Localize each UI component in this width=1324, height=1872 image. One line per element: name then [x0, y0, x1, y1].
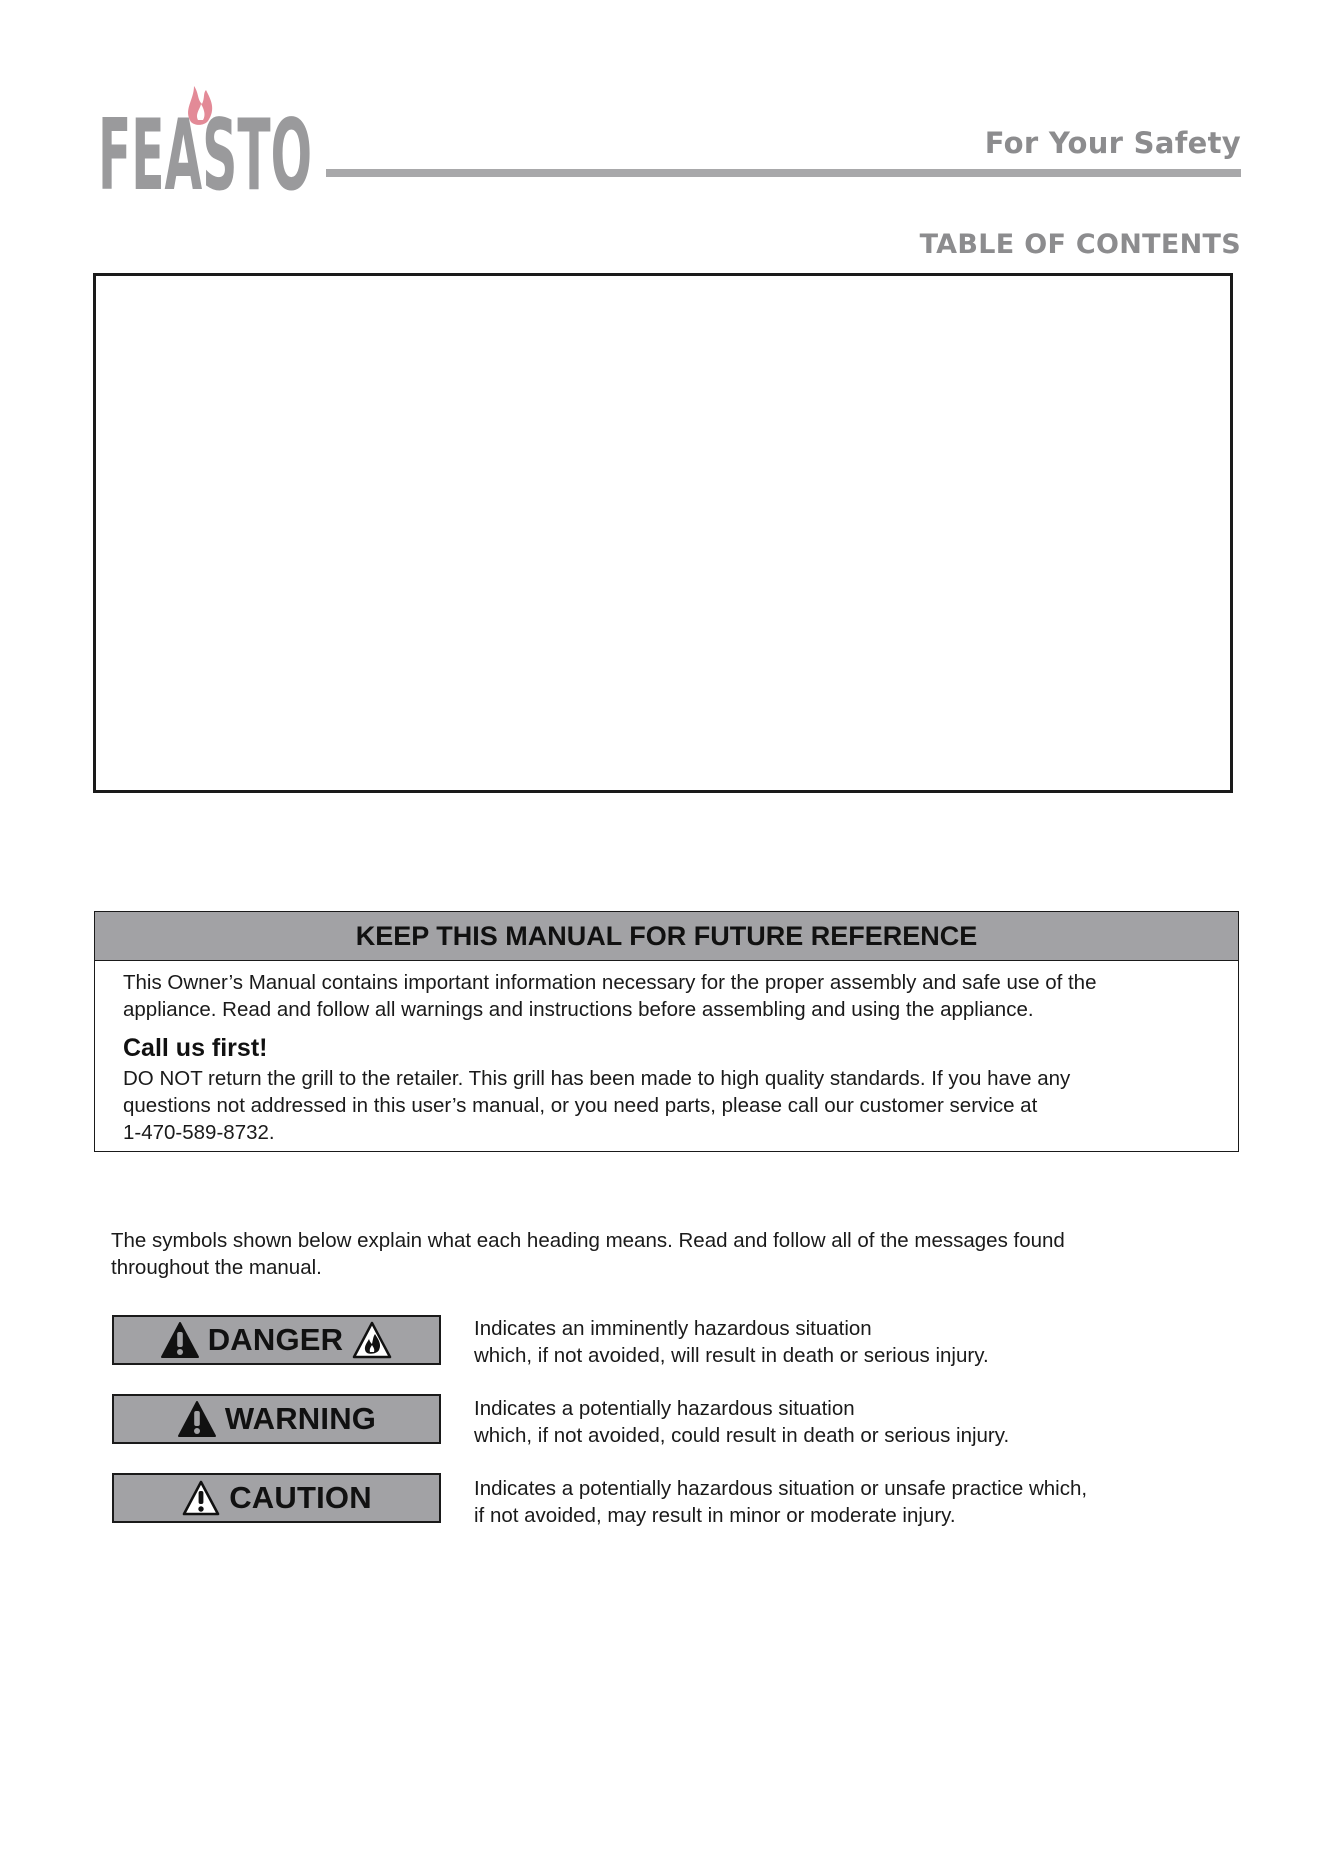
feasto-logo-graphic [98, 76, 318, 213]
exclamation-triangle-outline-icon [181, 1479, 221, 1517]
call-line: DO NOT return the grill to the retailer. This grill has been made to high quality standards. If you have any [123, 1067, 1071, 1090]
danger-desc-line: Indicates an imminently hazardous situation [474, 1317, 872, 1340]
keep-manual-heading: KEEP THIS MANUAL FOR FUTURE REFERENCE [95, 912, 1238, 961]
intro-line: This Owner’s Manual contains important information necessary for the proper assembly and safe use of the [123, 971, 1097, 994]
warning-label: WARNING [224, 1401, 377, 1436]
symbols-intro-line: throughout the manual. [111, 1256, 322, 1279]
danger-description [474, 1315, 989, 1369]
keep-manual-box [94, 911, 1239, 1152]
caution-desc-line: if not avoided, may result in minor or moderate injury. [474, 1504, 956, 1527]
toc-title: TABLE OF CONTENTS [919, 229, 1241, 260]
intro-line: appliance. Read and follow all warnings and instructions before assembling and using the appliance. [123, 998, 1034, 1021]
call-line: questions not addressed in this user’s manual, or you need parts, please call our customer service at [123, 1094, 1038, 1117]
caution-label: CAUTION [229, 1480, 372, 1515]
svg-text:FEASTO: FEASTO [98, 99, 312, 213]
fire-triangle-icon [351, 1320, 393, 1360]
danger-sign [112, 1315, 441, 1365]
warning-desc-line: Indicates a potentially hazardous situation [474, 1397, 855, 1420]
warning-sign [112, 1394, 441, 1444]
exclamation-triangle-icon [160, 1321, 200, 1359]
caution-desc-line: Indicates a potentially hazardous situation or unsafe practice which, [474, 1477, 1088, 1500]
call-us-heading: Call us first! [123, 1034, 268, 1062]
warning-description [474, 1395, 1009, 1449]
header-title: For Your Safety [984, 126, 1241, 160]
toc-box [93, 273, 1233, 793]
symbols-intro-line: The symbols shown below explain what each heading means. Read and follow all of the messages found [111, 1229, 1065, 1252]
danger-label: DANGER [207, 1322, 344, 1357]
exclamation-triangle-icon [177, 1400, 217, 1438]
warning-desc-line: which, if not avoided, could result in death or serious injury. [474, 1424, 1010, 1447]
keep-manual-body [95, 961, 1238, 1146]
symbols-intro [111, 1227, 1231, 1281]
caution-description [474, 1475, 1087, 1529]
caution-sign [112, 1473, 441, 1523]
phone-number: 1-470-589-8732. [123, 1121, 275, 1144]
header-divider [326, 169, 1241, 177]
feasto-logo [98, 76, 318, 213]
danger-desc-line: which, if not avoided, will result in death or serious injury. [474, 1344, 989, 1367]
